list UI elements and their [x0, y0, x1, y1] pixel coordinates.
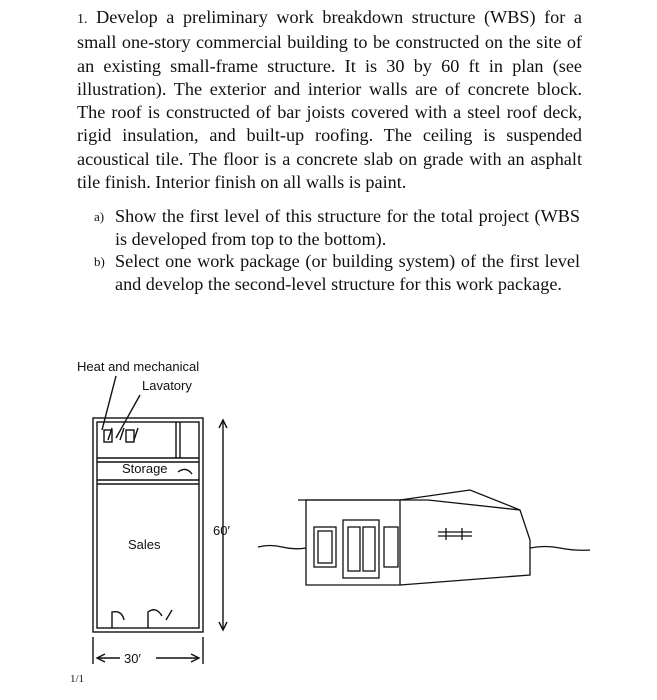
building-perspective — [258, 490, 590, 585]
problem-text: Develop a preliminary work breakdown structure (WBS) for a small one-story commercial building to be constructed on the site of an existing small-frame structure. It is 30 by 60 ft in plan (see illustration). The exterior and interior walls are of concrete block. The roof is constructed of bar joists covered with a steel roof deck, rigid insulation, and built-up roofing. The ceiling is suspended acoustical tile. The floor is a concrete slab on grade with an asphalt tile finish. Interior finish on all walls is paint. — [77, 7, 582, 193]
length-dimension-label: 60′ — [213, 523, 230, 538]
heat-mechanical-label: Heat and mechanical — [77, 359, 200, 374]
plan-outer-wall — [93, 418, 203, 632]
problem-number: 1. — [77, 12, 88, 27]
storage-label: Storage — [122, 461, 168, 476]
lavatory-label: Lavatory — [142, 378, 192, 393]
sales-label: Sales — [128, 537, 161, 552]
part-b-label: b) — [94, 254, 105, 269]
plan-inner-wall — [97, 422, 199, 628]
part-a-text: Show the first level of this structure for the total project (WBS is developed from top to the bottom). — [115, 206, 580, 250]
scale-note: 1/1 — [70, 673, 85, 685]
part-b-text: Select one work package (or building system) of the first level and develop the second-level structure for this work package. — [115, 251, 580, 295]
width-dimension-label: 30′ — [124, 651, 141, 666]
part-a-label: a) — [94, 209, 105, 224]
